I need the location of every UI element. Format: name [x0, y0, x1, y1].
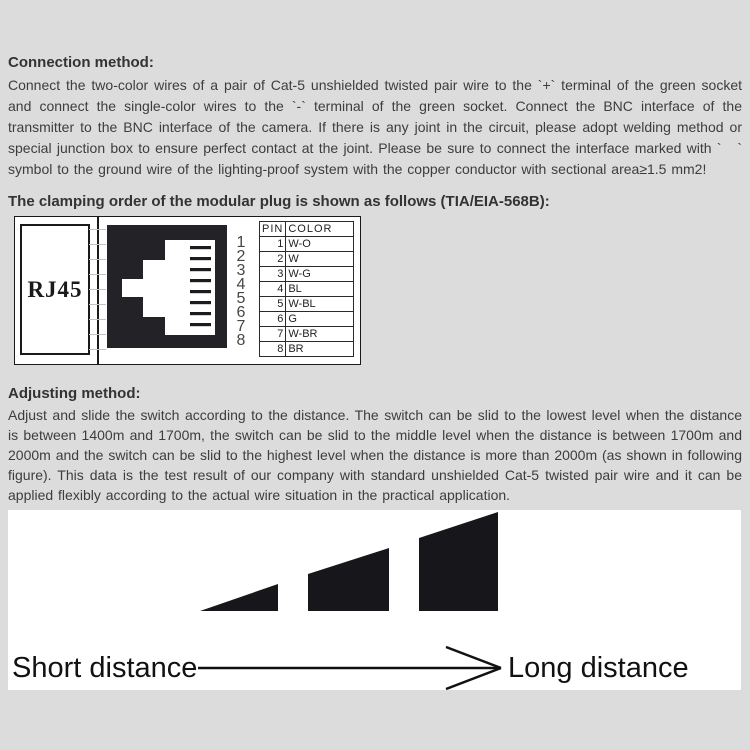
pin-number: 3: [236, 262, 246, 279]
color-cell: W-BL: [286, 297, 354, 312]
rj45-label-box: [20, 224, 90, 355]
ruler-tick: [89, 259, 106, 260]
connection-method-text: Connect the two-color wires of a pair of Cat-5 unshielded twisted pair wire to the `+` terminal of the green socket and connect the single-color wires to the `-` terminal of the green socket. Connect the BNC interface of the transmitter to the BNC interface of the camera. If there is any joint in the circuit, please adopt welding method or special junction box to ensure perfect contact at the joint. Please be sure to connect the interface marked with ` ` symbol to the ground wire of the lighting-proof system with the copper conductor with sectional area≥1.5 mm2!: [8, 77, 742, 177]
connection-method-heading: Connection method:: [8, 54, 154, 71]
figure-divider-line: [97, 217, 99, 364]
pin-number: 6: [236, 304, 246, 321]
distance-figure: [8, 510, 741, 690]
ruler-tick: [89, 289, 106, 290]
ruler-tick: [89, 229, 106, 230]
pin-cell: 5: [260, 297, 286, 312]
ruler-tick: [89, 244, 106, 245]
pin-cell: 4: [260, 282, 286, 297]
ruler-tick: [89, 349, 106, 350]
color-cell: W-BR: [286, 327, 354, 342]
color-cell: G: [286, 312, 354, 327]
pin-cell: 3: [260, 267, 286, 282]
distance-arrow-icon: [198, 647, 501, 689]
adjusting-method-text: Adjust and slide the switch according to the distance. The switch can be slid to the lowest level when the distance is between 1400m and 1700m, the switch can be slid to the middle level when the distance is between 1700m and 2000m and the switch can be slid to the highest level when the distance is more than 2000m (as shown in following figure). This data is the test result of our company with standard unshielded Cat-5 twisted pair wire and it can be applied flexibly according to the actual wire situation in the practical application.: [8, 407, 742, 503]
clamping-order-heading: The clamping order of the modular plug is shown as follows (TIA/EIA-568B):: [8, 193, 550, 210]
pin-cell: 7: [260, 327, 286, 342]
pin-header: PIN: [260, 222, 286, 237]
pin-cell: 8: [260, 342, 286, 357]
pin-number: 7: [236, 318, 246, 335]
table-header-row: [260, 222, 354, 237]
table-row: [260, 312, 354, 327]
color-cell: W: [286, 252, 354, 267]
pin-number: 8: [236, 332, 246, 349]
color-cell: BR: [286, 342, 354, 357]
pin-cell: 2: [260, 252, 286, 267]
pin-cell: 1: [260, 237, 286, 252]
pin-cell: 6: [260, 312, 286, 327]
ruler-tick: [89, 319, 106, 320]
ruler-tick: [89, 274, 106, 275]
table-row: [260, 297, 354, 312]
ruler-tick: [89, 304, 106, 305]
table-row: [260, 267, 354, 282]
color-header: COLOR: [286, 222, 354, 237]
rj45-pinout-figure: [14, 216, 361, 365]
pin-numbers-column: [231, 236, 251, 348]
rj45-jack-icon: [107, 225, 227, 348]
table-row: [260, 282, 354, 297]
ruler-tick: [89, 334, 106, 335]
level-wedge-middle: [308, 548, 389, 611]
table-row: [260, 252, 354, 267]
pin-number: 2: [236, 248, 246, 265]
pin-number: 4: [236, 276, 246, 293]
level-wedge-small: [200, 584, 278, 611]
color-cell: W-G: [286, 267, 354, 282]
color-cell: W-O: [286, 237, 354, 252]
long-distance-label: Long distance: [508, 652, 689, 684]
pin-number: 1: [236, 234, 246, 251]
short-distance-label: Short distance: [12, 652, 198, 684]
level-wedge-large: [419, 512, 498, 611]
pin-color-table: [259, 221, 354, 357]
table-row: [260, 342, 354, 357]
table-row: [260, 327, 354, 342]
rj45-label: RJ45: [27, 276, 83, 302]
color-cell: BL: [286, 282, 354, 297]
adjusting-method-heading: Adjusting method:: [8, 385, 141, 402]
pin-number: 5: [236, 290, 246, 307]
table-row: [260, 237, 354, 252]
rj45-connector-silhouette: [122, 240, 215, 335]
